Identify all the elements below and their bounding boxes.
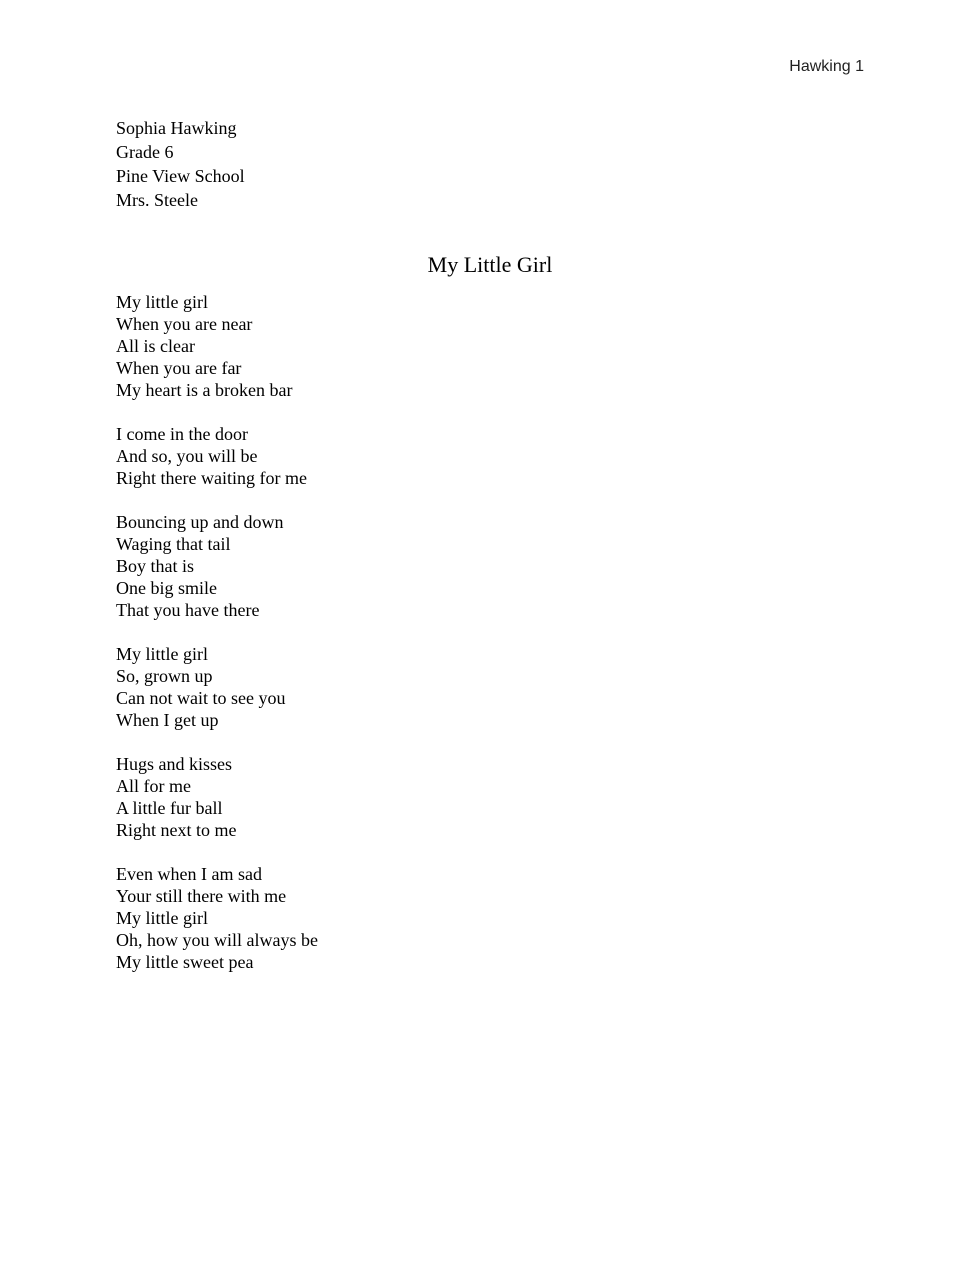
student-name: Sophia Hawking (116, 118, 237, 138)
poem-line: Boy that is (116, 556, 195, 576)
teacher-name: Mrs. Steele (116, 190, 198, 210)
poem-line: My little girl (116, 644, 208, 664)
school-name: Pine View School (116, 166, 245, 186)
poem-line: When you are far (116, 358, 242, 378)
poem-line: When you are near (116, 314, 253, 334)
poem-line: One big smile (116, 578, 217, 598)
poem-line: My heart is a broken bar (116, 380, 293, 400)
poem-line: When I get up (116, 710, 219, 730)
poem-line: My little girl (116, 908, 208, 928)
poem-line: All for me (116, 776, 191, 796)
poem-line: I come in the door (116, 424, 248, 444)
poem-line: A little fur ball (116, 798, 223, 818)
poem-line: Right there waiting for me (116, 468, 307, 488)
poem-line: Right next to me (116, 820, 237, 840)
poem-line: Even when I am sad (116, 864, 262, 884)
poem-line: So, grown up (116, 666, 213, 686)
poem-line: My little sweet pea (116, 952, 254, 972)
student-heading (116, 116, 864, 212)
poem-line: Waging that tail (116, 534, 231, 554)
stanza-5 (116, 753, 864, 841)
stanza-6 (116, 863, 864, 973)
stanza-2 (116, 423, 864, 489)
poem-line: Oh, how you will always be (116, 930, 318, 950)
poem-line: Can not wait to see you (116, 688, 286, 708)
poem-line: That you have there (116, 600, 260, 620)
poem-line: And so, you will be (116, 446, 258, 466)
stanza-4 (116, 643, 864, 731)
poem-body (116, 291, 864, 973)
document-body (116, 116, 864, 995)
running-head: Hawking 1 (789, 58, 864, 75)
poem-line: Your still there with me (116, 886, 287, 906)
poem-line: Bouncing up and down (116, 512, 284, 532)
stanza-3 (116, 511, 864, 621)
stanza-1 (116, 291, 864, 401)
poem-line: All is clear (116, 336, 195, 356)
poem-title: My Little Girl (427, 252, 553, 277)
student-grade: Grade 6 (116, 142, 174, 162)
poem-line: My little girl (116, 292, 208, 312)
poem-line: Hugs and kisses (116, 754, 232, 774)
